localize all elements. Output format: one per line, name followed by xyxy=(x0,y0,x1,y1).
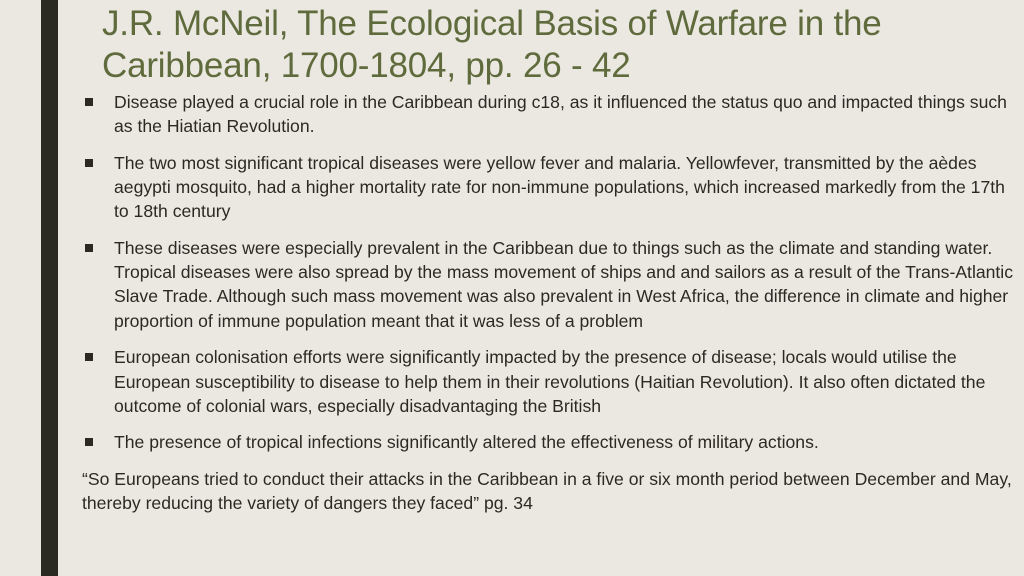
bullet-item xyxy=(82,151,1014,224)
square-bullet-icon xyxy=(85,353,93,361)
bullet-text: Disease played a crucial role in the Caribbean during c18, as it influenced the status quo and impacted things such as the Hiatian Revolution. xyxy=(114,92,1007,137)
bullet-item xyxy=(82,430,1014,454)
square-bullet-icon xyxy=(85,438,93,446)
left-accent-bar xyxy=(41,0,58,576)
bullet-item xyxy=(82,345,1014,418)
bullet-item xyxy=(82,90,1014,138)
square-bullet-icon xyxy=(85,244,93,252)
bullet-list xyxy=(82,90,1014,455)
bullet-text: The presence of tropical infections significantly altered the effectiveness of military actions. xyxy=(114,432,819,453)
bullet-text: The two most significant tropical diseases were yellow fever and malaria. Yellowfever, transmitted by the aèdes aegypti mosquito, had a higher mortality rate for non-immune populations, which increased markedly from the 17th to 18th century xyxy=(114,152,1005,222)
slide-title: J.R. McNeil, The Ecological Basis of Warfare in the Caribbean, 1700-1804, pp. 26 - 42 xyxy=(102,4,882,85)
square-bullet-icon xyxy=(85,98,93,106)
bullet-item xyxy=(82,236,1014,333)
bullet-text: European colonisation efforts were significantly impacted by the presence of disease; locals would utilise the European susceptibility to disease to help them in their revolutions (Haitian Revolution). It also often dictated the outcome of colonial wars, especially disadvantaging the British xyxy=(114,347,986,416)
bullet-text: These diseases were especially prevalent in the Caribbean due to things such as the climate and standing water. Tropical diseases were also spread by the mass movement of ships and and sailors as a result of the Trans-Atlantic Slave Trade. Although such mass movement was also prevalent in West Africa, the difference in climate and higher proportion of immune population meant that it was less of a problem xyxy=(114,238,1014,331)
slide-content xyxy=(82,90,1014,516)
square-bullet-icon xyxy=(85,159,93,167)
quote-text: “So Europeans tried to conduct their attacks in the Caribbean in a five or six month period between December and May, thereby reducing the variety of dangers they faced” pg. 34 xyxy=(82,469,1012,514)
